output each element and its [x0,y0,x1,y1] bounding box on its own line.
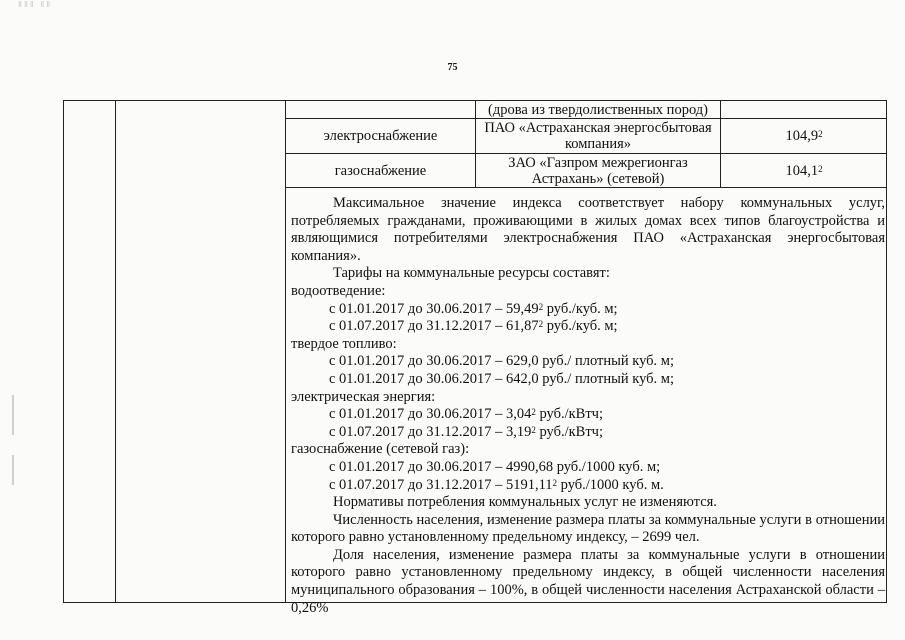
provider-cell: (дрова из твердолиственных пород) [488,101,708,118]
tariff-text: с 01.01.2017 до 30.06.2017 – 59,49 [329,300,539,317]
tariff-item [291,318,885,336]
tariff-text: с 01.01.2017 до 30.06.2017 – 3,04 [329,406,532,423]
tariff-item [291,301,885,319]
tariff-text: с 01.07.2017 до 31.12.2017 – 5191,11 [329,476,553,493]
footnote-mark: 2 [538,319,544,330]
paragraph-tariffs-intro: Тарифы на коммунальные ресурсы составят: [333,265,610,282]
index-footnote: 2 [818,129,823,139]
tariff-unit: руб./куб. м; [543,318,618,335]
tariff-item [291,477,885,495]
index-value: 104,1 [785,162,819,179]
body-text [291,195,885,617]
footnote-mark: 2 [552,477,558,488]
paragraph-population: Численность населения, изменение размера платы за коммунальные услуги в отношении которого равно установленному предельному индексу, – 2699 чел. [291,511,885,546]
tariff-item [291,353,885,371]
scan-mark: ⅡⅡⅡ ⅡⅡ [18,0,53,9]
index-cell [785,128,822,144]
tariff-group-label: газоснабжение (сетевой газ): [291,441,470,458]
tariff-unit: руб./куб. м; [543,300,618,317]
tariff-group-label: электрическая энергия: [291,388,436,405]
tariff-group-label: водоотведение: [291,282,386,299]
footnote-mark: 2 [531,407,536,418]
index-footnote: 2 [818,163,823,174]
tariff-text: с 01.01.2017 до 30.06.2017 – 642,0 руб./ плотный куб. м; [329,370,674,387]
index-cell-wrap [721,154,887,187]
tariff-group-label: твердое топливо: [291,335,397,352]
tariff-text: с 01.07.2017 до 31.12.2017 – 3,19 [329,423,532,440]
tariff-unit: руб./кВтч; [535,423,603,440]
index-cell-wrap [721,119,887,153]
index-cell [785,163,822,179]
provider-cell: ЗАО «Газпром межрегионгаз Астрахань» (сетевой) [508,154,688,187]
tariff-unit: руб./кВтч; [535,406,603,423]
provider-cell-wrap [476,119,720,153]
footnote-mark: 2 [531,424,536,435]
service-cell: газоснабжение [334,162,427,179]
row-divider [285,187,887,188]
tariff-item [291,424,885,442]
provider-cell-wrap [476,154,720,187]
table-row [476,100,720,119]
column-divider [115,100,116,603]
scan-edge-mark [12,455,14,485]
tariff-text: с 01.01.2017 до 30.06.2017 – 4990,68 руб./1000 куб. м; [329,458,661,475]
tariff-item [291,371,885,389]
table-row [286,154,475,187]
provider-cell: ПАО «Астраханская энергосбытовая компания» [484,120,712,152]
tariff-unit: руб./1000 куб. м. [557,476,664,493]
index-value: 104,9 [785,128,819,144]
paragraph-max-index: Максимальное значение индекса соответствует набору коммунальных услуг, потребляемых гражданами, проживающими в жилых домах всех типов благоустройства и являющимися потребителями электроснабжения ПАО «Астраханская энергосбытовая компания». [291,195,885,264]
table-row [286,119,475,153]
paragraph-norms: Нормативы потребления коммунальных услуг не изменяются. [333,494,717,511]
tariff-text: с 01.01.2017 до 30.06.2017 – 629,0 руб./ плотный куб. м; [329,353,674,370]
tariff-item [291,406,885,424]
paragraph-share: Доля населения, изменение размера платы за коммунальные услуги в отношении которого равно установленному предельному индексу, в общей численности населения муниципального образования – 100%, в общей численности населения Астраханской области – 0,26% [291,546,885,616]
scan-edge-mark [12,395,14,435]
tariff-item [291,459,885,477]
service-cell: электроснабжение [323,128,438,144]
footnote-mark: 2 [538,301,544,312]
page-number: 75 [447,62,458,73]
tariff-text: с 01.07.2017 до 31.12.2017 – 61,87 [329,318,539,335]
